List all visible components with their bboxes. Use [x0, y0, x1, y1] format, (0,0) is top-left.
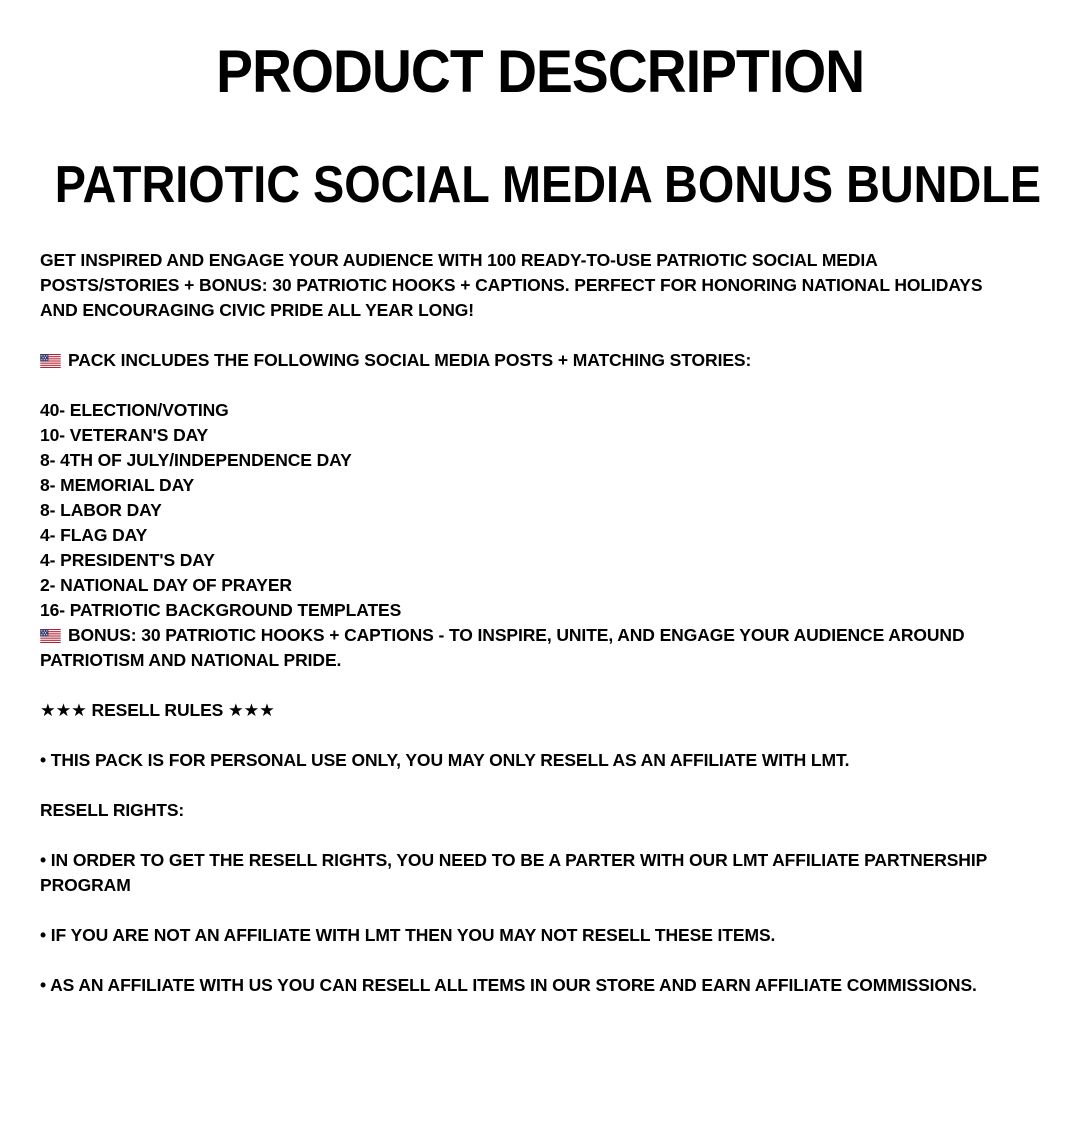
resell-rules-heading: ★★★ RESELL RULES ★★★	[40, 700, 275, 720]
pack-items-list	[40, 398, 1040, 623]
bonus-paragraph	[40, 623, 1040, 673]
resell-right-3: • AS AN AFFILIATE WITH US YOU CAN RESELL ALL ITEMS IN OUR STORE AND EARN AFFILIATE COMMISSIONS.	[40, 975, 977, 995]
pack-item: 4- PRESIDENT'S DAY	[40, 550, 215, 570]
pack-includes-heading	[40, 348, 1040, 373]
page-title	[0, 38, 1080, 105]
pack-item: 10- VETERAN'S DAY	[40, 425, 209, 445]
product-name-text: PATRIOTIC SOCIAL MEDIA BONUS BUNDLE	[54, 156, 1042, 214]
resell-right-2: • IF YOU ARE NOT AN AFFILIATE WITH LMT THEN YOU MAY NOT RESELL THESE ITEMS.	[40, 925, 776, 945]
resell-right-1-line: • IN ORDER TO GET THE RESELL RIGHTS, YOU NEED TO BE A PARTER WITH OUR LMT AFFILIATE PARTNERSHIP	[40, 850, 988, 870]
pack-item: 8- LABOR DAY	[40, 500, 162, 520]
pack-item: 2- NATIONAL DAY OF PRAYER	[40, 575, 292, 595]
pack-item: 16- PATRIOTIC BACKGROUND TEMPLATES	[40, 600, 402, 620]
resell-rights-heading: RESELL RIGHTS:	[40, 800, 185, 820]
pack-item: 8- 4TH OF JULY/INDEPENDENCE DAY	[40, 450, 352, 470]
resell-right-1-line: PROGRAM	[40, 875, 131, 895]
intro-line: POSTS/STORIES + BONUS: 30 PATRIOTIC HOOKS + CAPTIONS. PERFECT FOR HONORING NATIONAL HOLIDAYS	[40, 275, 983, 295]
page-header	[0, 38, 1080, 214]
intro-line: AND ENCOURAGING CIVIC PRIDE ALL YEAR LONG!	[40, 300, 474, 320]
product-description-page	[0, 38, 1080, 1122]
description-body	[0, 248, 1080, 998]
pack-item: 40- ELECTION/VOTING	[40, 400, 229, 420]
resell-right-1	[40, 848, 1040, 898]
page-title-text: PRODUCT DESCRIPTION	[215, 38, 865, 105]
pack-includes-text: PACK INCLUDES THE FOLLOWING SOCIAL MEDIA POSTS + MATCHING STORIES:	[68, 350, 752, 370]
pack-item: 8- MEMORIAL DAY	[40, 475, 195, 495]
intro-line: GET INSPIRED AND ENGAGE YOUR AUDIENCE WITH 100 READY-TO-USE PATRIOTIC SOCIAL MEDIA	[40, 250, 878, 270]
bonus-line-2: PATRIOTISM AND NATIONAL PRIDE.	[40, 650, 342, 670]
product-name-heading	[0, 158, 1080, 212]
bonus-line-1	[40, 623, 1040, 648]
us-flag-icon	[40, 354, 61, 368]
personal-use-rule: • THIS PACK IS FOR PERSONAL USE ONLY, YOU MAY ONLY RESELL AS AN AFFILIATE WITH LMT.	[40, 750, 850, 770]
intro-paragraph	[40, 248, 1040, 323]
us-flag-icon	[40, 629, 61, 643]
bonus-line-1-text: BONUS: 30 PATRIOTIC HOOKS + CAPTIONS - TO INSPIRE, UNITE, AND ENGAGE YOUR AUDIENCE AROUND	[68, 625, 965, 645]
pack-item: 4- FLAG DAY	[40, 525, 148, 545]
